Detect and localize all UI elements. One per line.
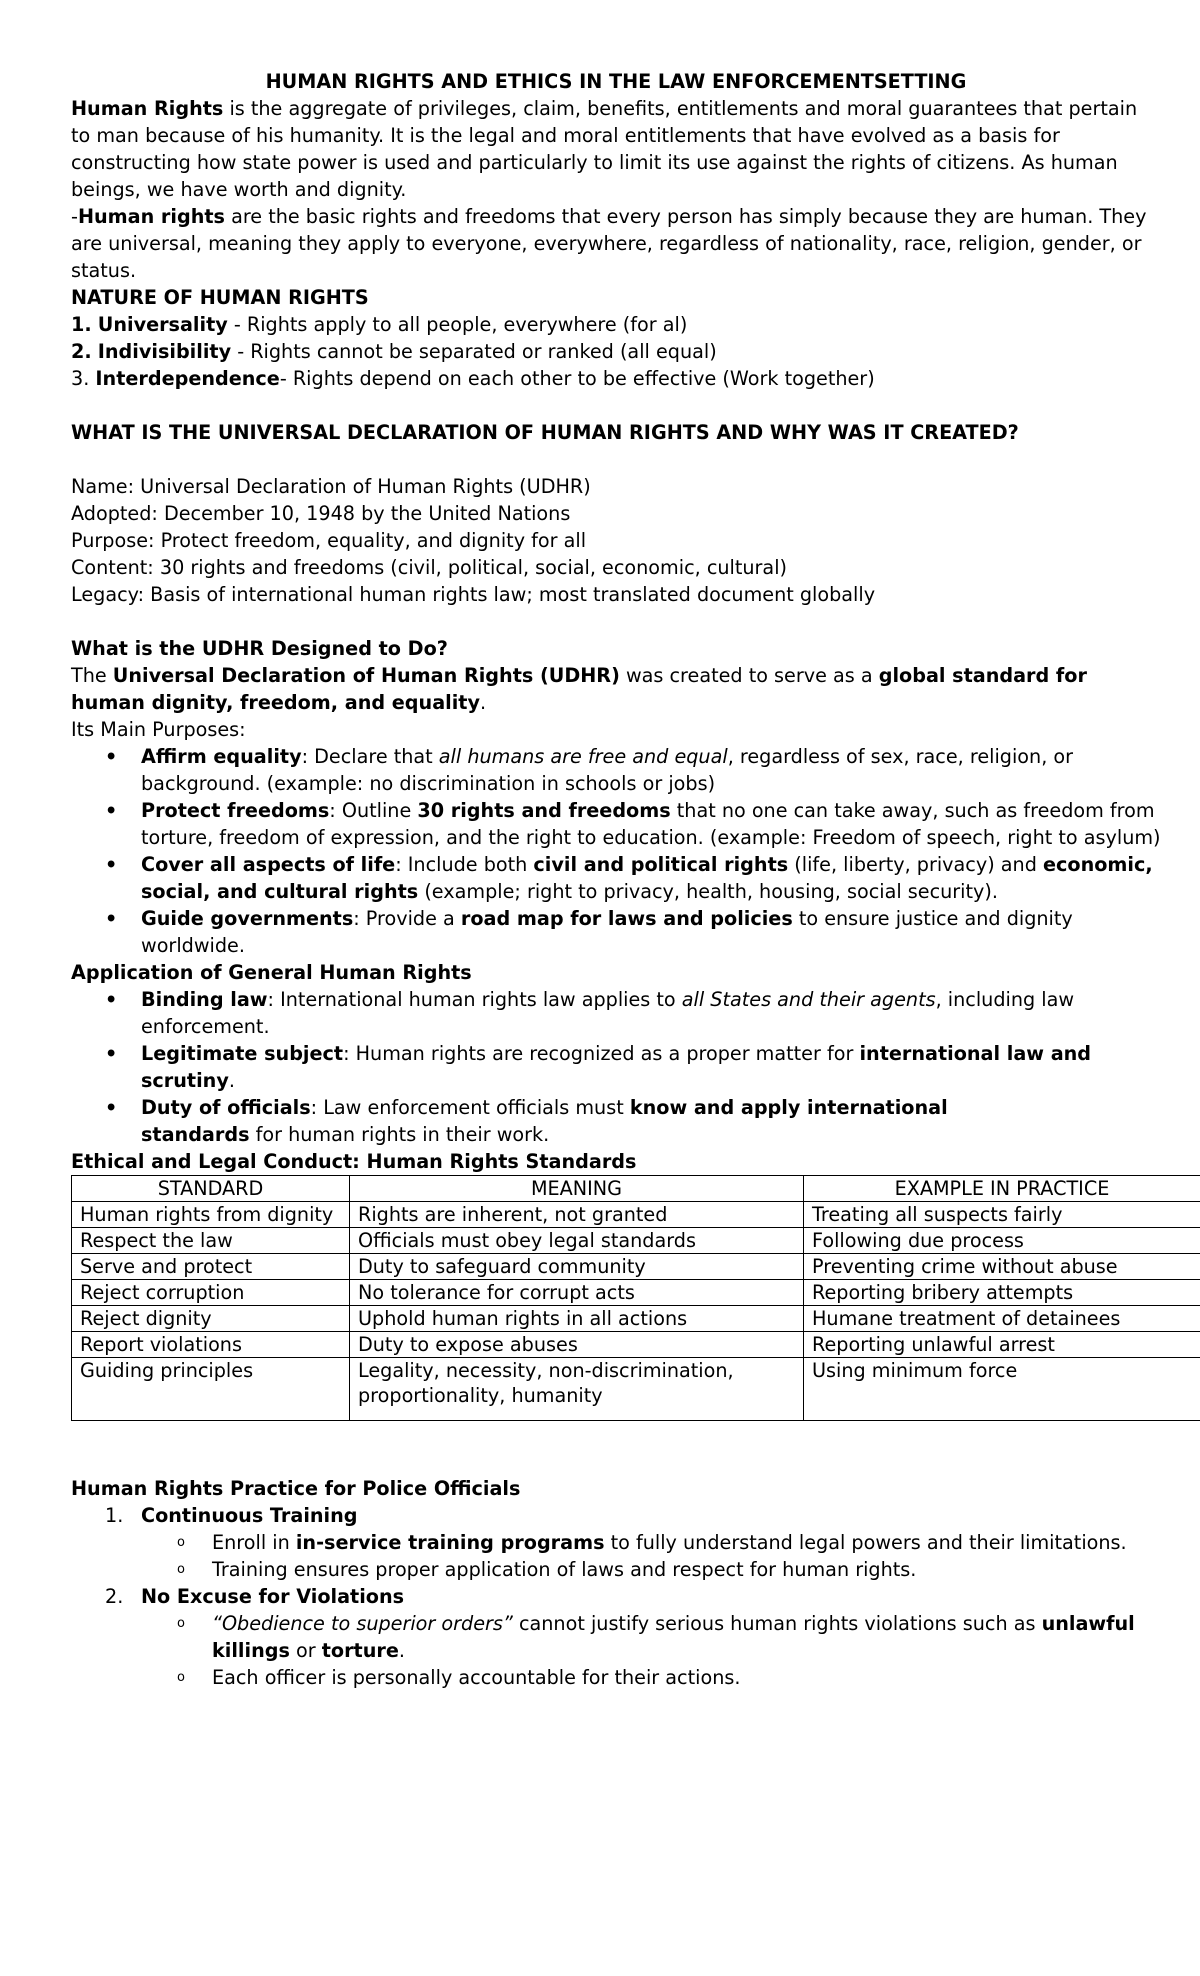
bullet-icon: • — [105, 907, 118, 930]
table-cell: Serve and protect — [72, 1254, 350, 1280]
document-title: HUMAN RIGHTS AND ETHICS IN THE LAW ENFORCEMENTSETTING — [265, 70, 967, 93]
table-row — [72, 1306, 1200, 1332]
application-list — [71, 986, 1161, 1148]
table-row — [72, 1202, 1200, 1228]
table-cell: Reporting bribery attempts — [804, 1280, 1200, 1306]
bullet-icon: • — [105, 1096, 118, 1119]
circle-bullet-icon: o — [177, 1562, 185, 1577]
table-cell: Using minimum force — [804, 1358, 1200, 1421]
table-cell: Uphold human rights in all actions — [350, 1306, 804, 1332]
column-header: STANDARD — [72, 1176, 350, 1202]
udhr-fact: Adopted: December 10, 1948 by the United Nations — [71, 502, 571, 525]
table-row — [72, 1332, 1200, 1358]
bullet-icon: • — [105, 799, 118, 822]
table-cell: No tolerance for corrupt acts — [350, 1280, 804, 1306]
udhr-fact: Name: Universal Declaration of Human Rights (UDHR) — [71, 475, 591, 498]
bullet-icon: • — [105, 745, 118, 768]
list-item: 1. Continuous Training o Enroll in in-service training programs to fully understand legal powers and their limitations. o Training ensures proper application of laws and respect for human rights. — [71, 1502, 1161, 1583]
list-item: • Guide governments: Provide a road map for laws and policies to ensure justice and dignity worldwide. — [105, 907, 1073, 957]
list-item: 2. No Excuse for Violations o “Obedience to superior orders” cannot justify serious human rights violations such as unlawful killings or torture. o Each officer is personally accountable for their actions. — [71, 1583, 1161, 1691]
udhr-fact: Legacy: Basis of international human rights law; most translated document globally — [71, 583, 876, 606]
circle-bullet-icon: o — [177, 1616, 185, 1631]
list-item: • Affirm equality: Declare that all humans are free and equal, regardless of sex, race, religion, or background. (example: no discrimination in schools or jobs) — [105, 745, 1074, 795]
table-row — [72, 1228, 1200, 1254]
udhr-heading: WHAT IS THE UNIVERSAL DECLARATION OF HUMAN RIGHTS AND WHY WAS IT CREATED? — [71, 421, 1019, 444]
intro-term-2: Human rights — [77, 205, 225, 228]
conduct-heading: Ethical and Legal Conduct: Human Rights Standards — [71, 1150, 637, 1173]
nature-heading: NATURE OF HUMAN RIGHTS — [71, 286, 369, 309]
circle-bullet-icon: o — [177, 1535, 185, 1550]
intro-paragraph: Human Rights is the aggregate of privileges, claim, benefits, entitlements and moral guarantees that pertain to man because of his humanity. It is the legal and moral entitlements that have evolved as a basis for constructing how state power is used and particularly to limit its use against the rights of citizens. As human beings, we have worth and dignity. — [71, 97, 1138, 201]
table-cell: Reject dignity — [72, 1306, 350, 1332]
table-cell: Human rights from dignity — [72, 1202, 350, 1228]
udhr-fact: Content: 30 rights and freedoms (civil, political, social, economic, cultural) — [71, 556, 788, 579]
practice-list — [71, 1502, 1161, 1691]
table-cell: Preventing crime without abuse — [804, 1254, 1200, 1280]
designed-paragraph: The Universal Declaration of Human Rights (UDHR) was created to serve as a global standard for human dignity, freedom, and equality. — [71, 664, 1087, 714]
table-cell: Report violations — [72, 1332, 350, 1358]
standards-table — [71, 1175, 1200, 1421]
sub-list — [71, 1610, 1161, 1691]
practice-heading: Human Rights Practice for Police Officials — [71, 1477, 521, 1500]
intro-paragraph-2: -Human rights are the basic rights and freedoms that every person has simply because they are human. They are universal, meaning they apply to everyone, everywhere, regardless of nationality, race, religion, gender, or status. — [71, 205, 1147, 282]
table-cell: Officials must obey legal standards — [350, 1228, 804, 1254]
application-heading: Application of General Human Rights — [71, 961, 472, 984]
bullet-icon: • — [105, 1042, 118, 1065]
table-cell: Duty to expose abuses — [350, 1332, 804, 1358]
table-cell: Following due process — [804, 1228, 1200, 1254]
table-cell: Reject corruption — [72, 1280, 350, 1306]
sub-list-item: o “Obedience to superior orders” cannot justify serious human rights violations such as unlawful killings or torture. — [177, 1612, 1135, 1662]
nature-item: 1. Universality - Rights apply to all people, everywhere (for al) — [71, 313, 688, 336]
circle-bullet-icon: o — [177, 1670, 185, 1685]
designed-heading: What is the UDHR Designed to Do? — [71, 637, 448, 660]
nature-item: 2. Indivisibility - Rights cannot be separated or ranked (all equal) — [71, 340, 717, 363]
sub-list-item: o Enroll in in-service training programs to fully understand legal powers and their limitations. — [177, 1531, 1127, 1554]
table-cell: Rights are inherent, not granted — [350, 1202, 804, 1228]
table-header-row — [72, 1176, 1200, 1202]
list-item: • Duty of officials: Law enforcement officials must know and apply international standards for human rights in their work. — [105, 1096, 948, 1146]
table-cell: Reporting unlawful arrest — [804, 1332, 1200, 1358]
udhr-fact: Purpose: Protect freedom, equality, and dignity for all — [71, 529, 587, 552]
table-row — [72, 1254, 1200, 1280]
table-cell: Treating all suspects fairly — [804, 1202, 1200, 1228]
nature-item: 3. Interdependence- Rights depend on each other to be effective (Work together) — [71, 367, 875, 390]
table-cell: Respect the law — [72, 1228, 350, 1254]
table-cell: Guiding principles — [72, 1358, 350, 1421]
list-item: • Legitimate subject: Human rights are recognized as a proper matter for international law and scrutiny. — [105, 1042, 1092, 1092]
column-header: MEANING — [350, 1176, 804, 1202]
bullet-icon: • — [105, 988, 118, 1011]
sub-list — [71, 1529, 1161, 1583]
intro-term: Human Rights — [71, 97, 224, 120]
table-cell: Duty to safeguard community — [350, 1254, 804, 1280]
purposes-label: Its Main Purposes: — [71, 718, 246, 741]
table-row — [72, 1358, 1200, 1421]
purposes-list — [71, 743, 1161, 959]
table-cell: Legality, necessity, non-discrimination, proportionality, humanity — [350, 1358, 804, 1421]
list-item: • Protect freedoms: Outline 30 rights and freedoms that no one can take away, such as freedom from torture, freedom of expression, and the right to education. (example: Freedom of speech, right to asylum) — [105, 799, 1161, 849]
bullet-icon: • — [105, 853, 118, 876]
table-row — [72, 1280, 1200, 1306]
table-cell: Humane treatment of detainees — [804, 1306, 1200, 1332]
sub-list-item: o Each officer is personally accountable for their actions. — [177, 1666, 741, 1689]
list-item: • Binding law: International human rights law applies to all States and their agents, including law enforcement. — [105, 988, 1075, 1038]
column-header: EXAMPLE IN PRACTICE — [804, 1176, 1200, 1202]
list-item: • Cover all aspects of life: Include both civil and political rights (life, liberty, privacy) and economic, social, and cultural rights (example; right to privacy, health, housing, social security). — [105, 853, 1153, 903]
document-page — [71, 68, 1161, 1691]
sub-list-item: o Training ensures proper application of laws and respect for human rights. — [177, 1558, 917, 1581]
